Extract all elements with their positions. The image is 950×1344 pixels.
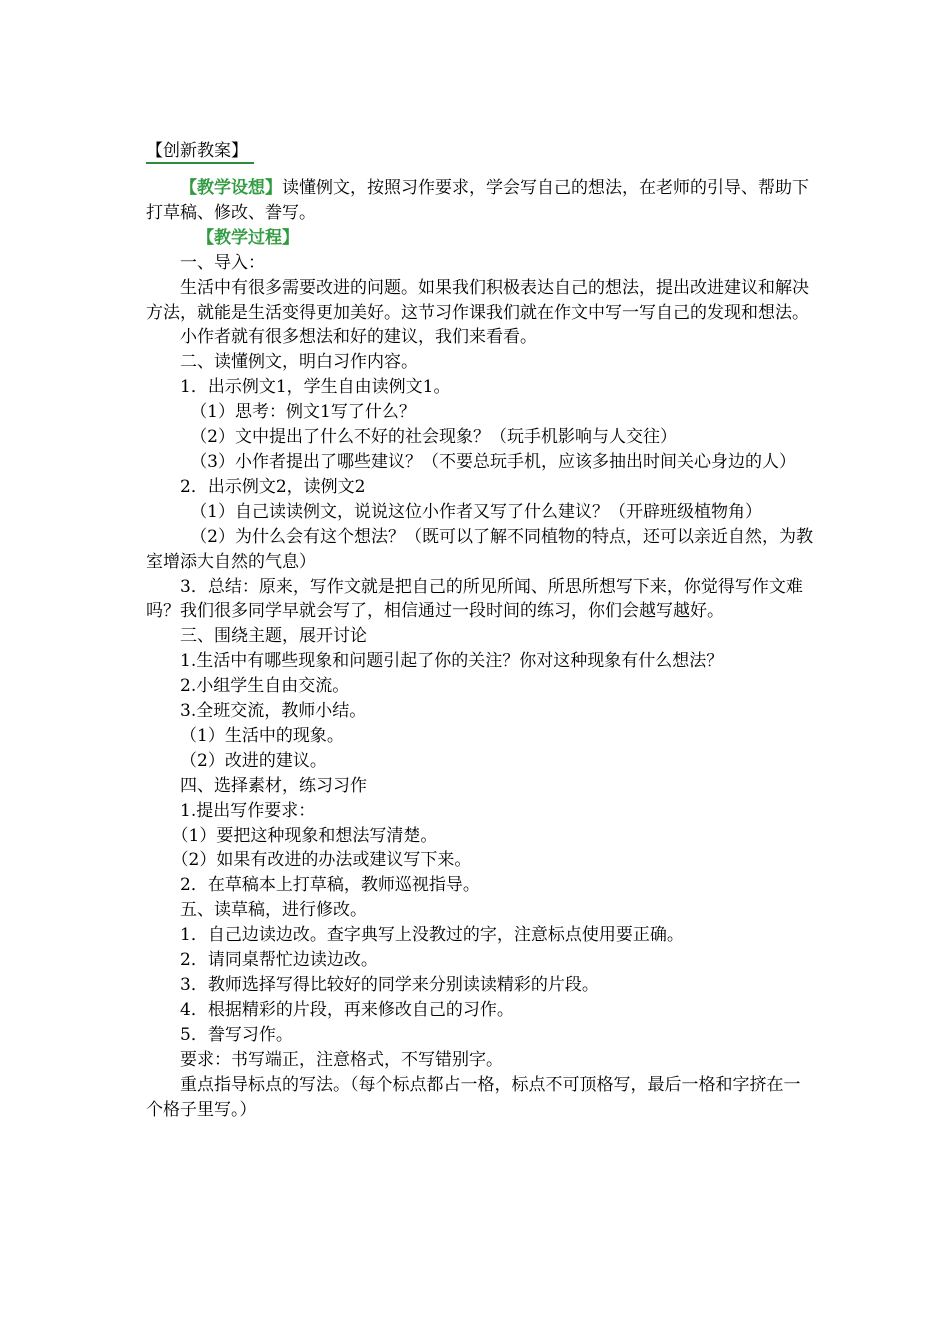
list-item: 1.提出写作要求： <box>180 800 316 821</box>
teaching-design-label: 【教学设想】 <box>180 178 282 198</box>
section-heading: 二、读懂例文，明白习作内容。 <box>180 352 418 373</box>
list-item: 2.小组学生自由交流。 <box>180 676 350 697</box>
list-item: 2．出示例文2，读例文2 <box>180 476 366 497</box>
list-item: 2．请同桌帮忙边读边改。 <box>180 950 378 971</box>
sub-item: （3）小作者提出了哪些建议？（不要总玩手机，应该多抽出时间关心身边的人） <box>190 451 797 472</box>
section-heading: 三、围绕主题，展开讨论 <box>180 626 367 647</box>
list-item: 1.生活中有哪些现象和问题引起了你的关注？你对这种现象有什么想法？ <box>180 651 724 672</box>
list-item: 4．根据精彩的片段，再来修改自己的习作。 <box>180 999 514 1020</box>
section-heading: 四、选择素材，练习习作 <box>180 775 367 796</box>
section-heading: 五、读草稿，进行修改。 <box>180 900 367 921</box>
process-heading: 【教学过程】 <box>197 227 299 248</box>
sub-item: （2）如果有改进的办法或建议写下来。 <box>171 850 472 871</box>
paragraph: 要求：书写端正，注意格式，不写错别字。 <box>180 1049 503 1070</box>
sub-item: （1）生活中的现象。 <box>180 725 344 746</box>
sub-item: （2）为什么会有这个想法？（既可以了解不同植物的特点，还可以亲近自然，为教室增添大自然的气息） <box>146 526 814 572</box>
document-body <box>146 176 816 1122</box>
process-heading-paragraph <box>146 226 816 251</box>
teaching-design-paragraph <box>146 176 816 226</box>
list-item: 3．总结：原来，写作文就是把自己的所见所闻、所思所想写下来，你觉得写作文难吗？我们很多同学早就会写了，相信通过一段时间的练习，你们会越写越好。 <box>146 576 803 622</box>
section-heading: 一、导入： <box>180 252 265 273</box>
paragraph: 重点指导标点的写法。（每个标点都占一格，标点不可顶格写，最后一格和字挤在一个格子里写。） <box>146 1074 801 1120</box>
teaching-design-text: 读懂例文，按照习作要求，学会写自己的想法，在老师的引导、帮助下打草稿、修改、誊写。 <box>146 178 809 223</box>
paragraph: 生活中有很多需要改进的问题。如果我们积极表达自己的想法，提出改进建议和解决方法，就能是生活变得更加美好。这节习作课我们就在作文中写一写自己的发现和想法。 <box>146 277 809 323</box>
list-item: 1．自己边读边改。查字典写上没教过的字，注意标点使用要正确。 <box>180 925 684 946</box>
list-item: 1．出示例文1，学生自由读例文1。 <box>180 377 451 398</box>
sub-item: （2）改进的建议。 <box>180 750 327 771</box>
doc-title: 【创新教案】 <box>146 140 254 164</box>
sub-item: （1）要把这种现象和想法写清楚。 <box>171 825 438 846</box>
paragraph: 小作者就有很多想法和好的建议，我们来看看。 <box>180 327 537 348</box>
sub-item: （1）自己读读例文，说说这位小作者又写了什么建议？（开辟班级植物角） <box>190 501 763 522</box>
list-item: 2．在草稿本上打草稿，教师巡视指导。 <box>180 875 480 896</box>
list-item: 3.全班交流，教师小结。 <box>180 701 367 722</box>
list-item: 5．誊写习作。 <box>180 1024 293 1045</box>
list-item: 3．教师选择写得比较好的同学来分别读读精彩的片段。 <box>180 975 599 995</box>
sub-item: （2）文中提出了什么不好的社会现象？（玩手机影响与人交往） <box>190 427 678 448</box>
sub-item: （1）思考：例文1写了什么？ <box>190 402 416 423</box>
